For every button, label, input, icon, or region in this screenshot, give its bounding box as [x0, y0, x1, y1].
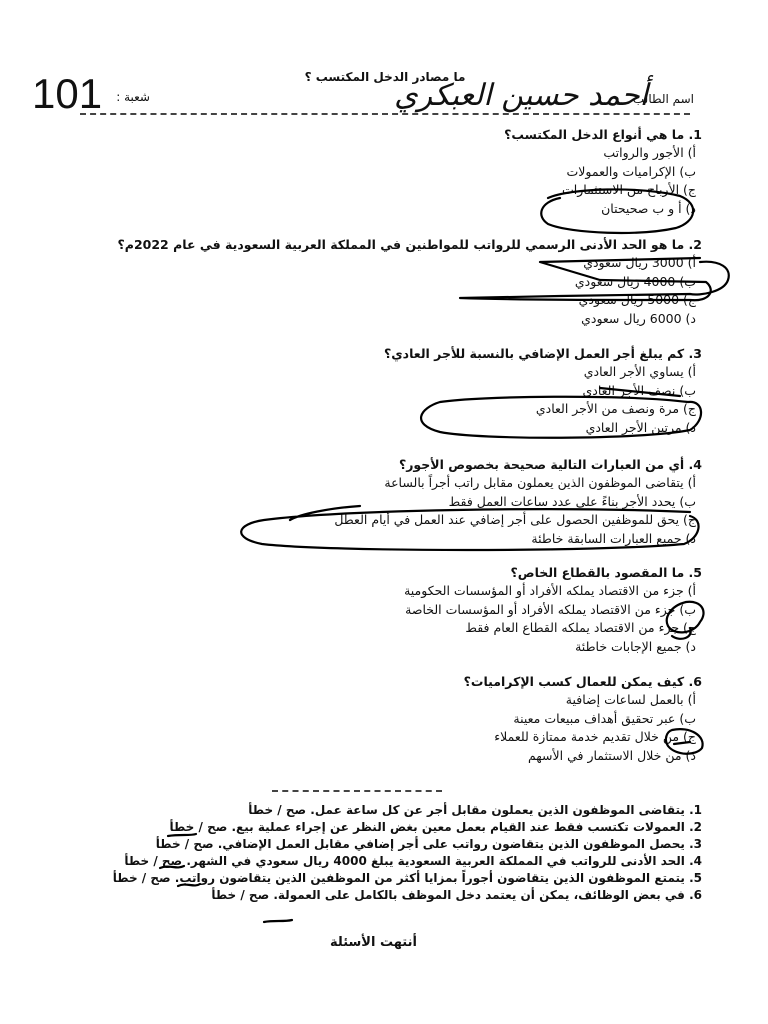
question-3 — [384, 345, 702, 437]
option-b[interactable]: ب) 4000 ريال سعودي — [574, 273, 696, 289]
question-title: 4. أي من العبارات التالية صحيحة بخصوص الأجور؟ — [398, 457, 702, 472]
class-number-handwritten: 101 — [32, 70, 103, 117]
true-false-section — [113, 802, 702, 904]
option-a[interactable]: أ) جزء من الاقتصاد يملكه الأفراد أو المؤسسات الحكومية — [404, 583, 696, 598]
option-b[interactable]: ب) الإكراميات والعمولات — [566, 163, 696, 179]
option-c[interactable]: ج) مرة ونصف من الأجر العادي — [535, 401, 696, 416]
class-label: شعبة : — [116, 90, 150, 104]
question-5 — [404, 564, 702, 656]
true-false-item[interactable]: 4. الحد الأدنى للرواتب في المملكة العربية السعودية يبلغ 4000 ريال سعودي في الشهر. صح / خطأ — [124, 854, 702, 868]
true-false-item[interactable]: 6. في بعض الوظائف، يمكن أن يعتمد دخل الموظف بالكامل على العمولة. صح / خطأ — [211, 888, 702, 902]
option-b[interactable]: ب) نصف الأجر العادي — [582, 382, 696, 398]
option-a[interactable]: أ) يتقاضى الموظفون الذين يعملون مقابل راتب أجراً بالساعة — [384, 475, 696, 490]
question-6 — [464, 673, 702, 765]
option-d[interactable]: د) جميع الإجابات خاطئة — [575, 638, 696, 654]
option-d[interactable]: د) أ و ب صحيحتان — [601, 200, 696, 216]
question-title: 3. كم يبلغ أجر العمل الإضافي بالنسبة للأجر العادي؟ — [383, 346, 702, 361]
true-false-item[interactable]: 5. يتمتع الموظفون الذين يتقاضون أجوراً بمزايا أكثر من الموظفين الذين يتقاضون رواتب. صح / خطأ — [112, 871, 702, 885]
option-b[interactable]: ب) عبر تحقيق أهداف مبيعات معينة — [513, 710, 696, 726]
true-false-item[interactable]: 2. العمولات تكتسب فقط عند القيام بعمل معين بغض النظر عن إجراء عملية بيع. صح / خطأ — [169, 820, 702, 834]
option-b[interactable]: ب) جزء من الاقتصاد يملكه الأفراد أو المؤسسات الخاصة — [405, 601, 696, 617]
end-of-questions: أنتهت الأسئلة — [330, 935, 417, 950]
question-1 — [504, 126, 702, 218]
option-d[interactable]: د) من خلال الاستثمار في الأسهم — [527, 747, 696, 763]
option-b[interactable]: ب) يحدد الأجر بناءً على عدد ساعات العمل فقط — [448, 493, 696, 509]
option-a[interactable]: أ) الأجور والرواتب — [603, 145, 696, 160]
worksheet-topic: ما مصادر الدخل المكتسب ؟ — [304, 70, 466, 84]
student-name-handwritten: أحمد حسين العبكري — [394, 78, 648, 113]
option-a[interactable]: أ) 3000 ريال سعودي — [583, 255, 696, 270]
option-a[interactable]: أ) بالعمل لساعات إضافية — [565, 692, 696, 707]
student-name-label: اسم الطالب — [632, 92, 694, 106]
question-title: 6. كيف يمكن للعمال كسب الإكراميات؟ — [463, 674, 702, 689]
section-divider — [272, 790, 442, 792]
option-c[interactable]: ج) من خلال تقديم خدمة ممتازة للعملاء — [494, 729, 696, 744]
question-title: 5. ما المقصود بالقطاع الخاص؟ — [510, 565, 702, 580]
true-false-item[interactable]: 3. يحصل الموظفون الذين يتقاضون رواتب على أجر إضافي مقابل العمل الإضافي. صح / خطأ — [155, 837, 702, 851]
option-d[interactable]: د) مرتين الأجر العادي — [585, 419, 696, 435]
option-c[interactable]: ج) الأرباح من الاستثمارات — [561, 182, 696, 197]
true-false-item[interactable]: 1. يتقاضى الموظفون الذين يعملون مقابل أجر عن كل ساعة عمل. صح / خطأ — [248, 803, 702, 817]
tf-mark-6 — [264, 920, 292, 922]
question-4 — [334, 456, 702, 548]
question-title: 1. ما هي أنواع الدخل المكتسب؟ — [504, 127, 702, 142]
option-d[interactable]: د) 6000 ريال سعودي — [581, 310, 696, 326]
option-d[interactable]: د) جميع العبارات السابقة خاطئة — [531, 530, 696, 546]
question-title: 2. ما هو الحد الأدنى الرسمي للرواتب للمواطنين في المملكة العربية السعودية في عام 2022م؟ — [117, 237, 702, 252]
header-divider — [80, 113, 690, 115]
question-2 — [118, 236, 702, 328]
option-c[interactable]: ج) 5000 ريال سعودي — [578, 292, 696, 307]
option-c[interactable]: ج) يحق للموظفين الحصول على أجر إضافي عند العمل في أيام العطل — [334, 512, 696, 527]
option-a[interactable]: أ) يساوي الأجر العادي — [583, 364, 696, 379]
option-c[interactable]: ج) جزء من الاقتصاد يملكه القطاع العام فقط — [465, 620, 696, 635]
